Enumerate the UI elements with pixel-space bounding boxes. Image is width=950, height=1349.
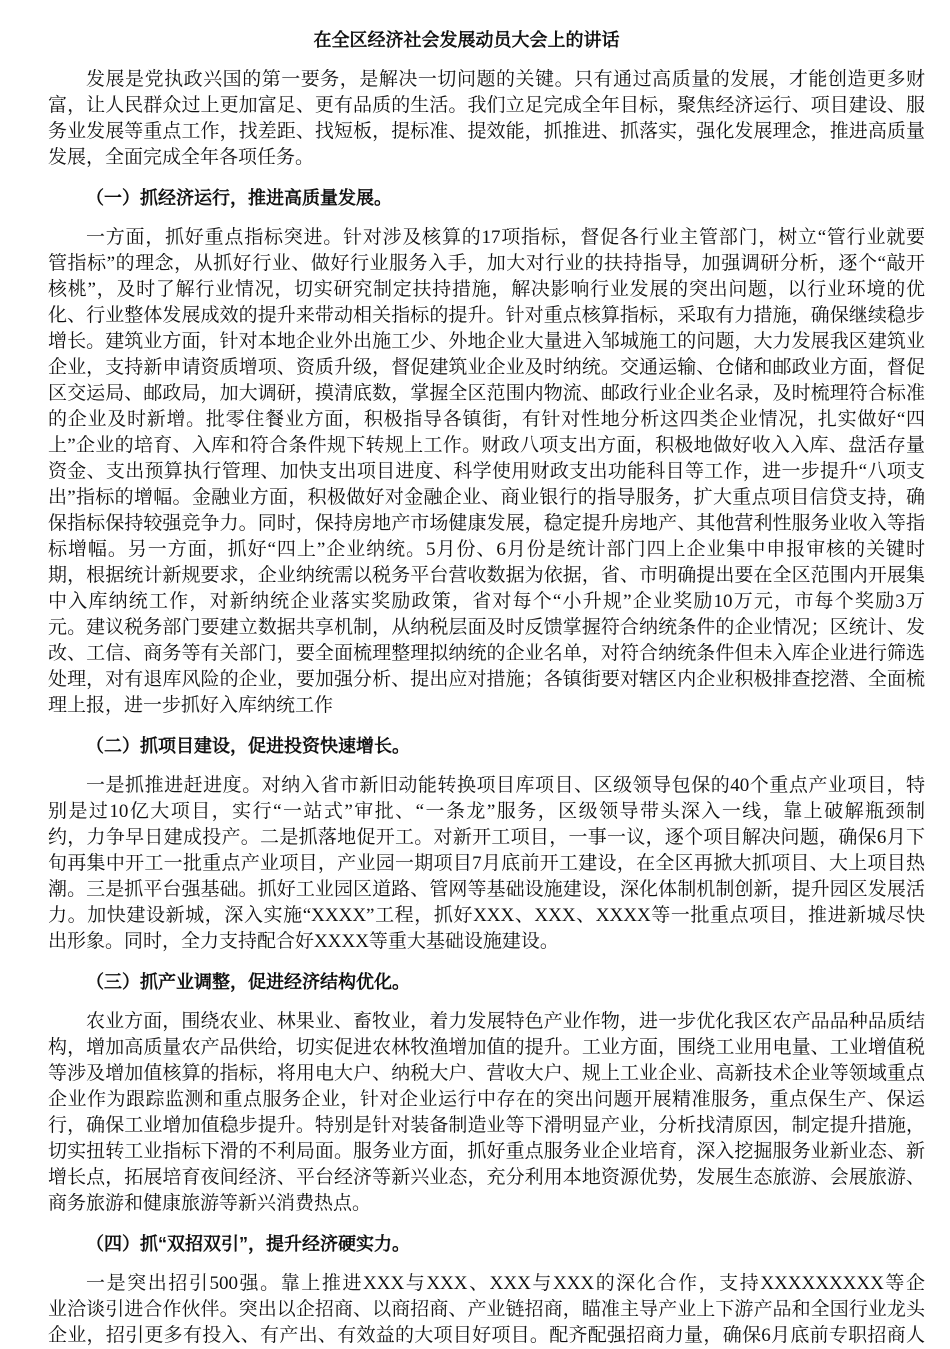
paragraph-line: 务业发展等重点工作，找差距、找短板，提标准、提效能，抓推进、抓落实，强化发展理念，推进高质量 bbox=[48, 121, 925, 142]
paragraph-line: 资金、支出预算执行管理、加快支出项目进度、科学使用财政支出功能科目等工作，进一步提升“八项支 bbox=[48, 461, 925, 482]
paragraph-line: 行，确保工业增加值稳步提升。特别是针对装备制造业等下滑明显产业，分析找清原因，制定提升措施， bbox=[48, 1115, 925, 1136]
paragraph-line: 等涉及增加值核算的指标，将用电大户、纳税大户、营收大户、规上工业企业、高新技术企业等领域重点 bbox=[48, 1063, 925, 1084]
section-heading: （二）抓项目建设，促进投资快速增长。 bbox=[86, 736, 410, 756]
paragraph-line: 理上报，进一步抓好入库纳统工作 bbox=[48, 695, 334, 716]
paragraph-line: 区交运局、邮政局，加大调研，摸清底数，掌握全区范围内物流、邮政行业企业名录，及时梳理符合标准 bbox=[48, 383, 925, 404]
paragraph-line: 标增幅。另一方面，抓好“四上”企业纳统。5月份、6月份是统计部门四上企业集中申报审核的关键时 bbox=[48, 539, 925, 560]
section-heading: （四）抓“双招双引”，提升经济硬实力。 bbox=[86, 1234, 410, 1254]
paragraph-line: 化、行业整体发展成效的提升来带动相关指标的提升。针对重点核算指标，采取有力措施，确保继续稳步 bbox=[48, 305, 925, 326]
paragraph-line: 企业作为跟踪监测和重点服务企业，针对企业运行中存在的突出问题开展精准服务，重点保生产、保运 bbox=[48, 1089, 925, 1110]
paragraph-line: 切实扭转工业指标下滑的不利局面。服务业方面，抓好重点服务业企业培育，深入挖掘服务业新业态、新 bbox=[48, 1141, 925, 1162]
paragraph-line: 出”指标的增幅。金融业方面，积极做好对金融企业、商业银行的指导服务，扩大重点项目信贷支持，确 bbox=[48, 487, 925, 508]
paragraph-line: 发展是党执政兴国的第一要务，是解决一切问题的关键。只有通过高质量的发展，才能创造更多财 bbox=[86, 69, 925, 90]
paragraph bbox=[48, 1009, 925, 1217]
paragraph-line: 一方面，抓好重点指标突进。针对涉及核算的17项指标，督促各行业主管部门，树立“管行业就要 bbox=[86, 227, 925, 248]
document-title: 在全区经济社会发展动员大会上的讲话 bbox=[313, 30, 620, 50]
paragraph-line: 构，增加高质量农产品供给，切实促进农林牧渔增加值的提升。工业方面，围绕工业用电量、工业增值税 bbox=[48, 1037, 925, 1058]
paragraph bbox=[48, 773, 925, 955]
paragraph-line: 增长。建筑业方面，针对本地企业外出施工少、外地企业大量进入邹城施工的问题，大力发展我区建筑业 bbox=[48, 331, 925, 352]
paragraph-line: 商务旅游和健康旅游等新兴消费热点。 bbox=[48, 1193, 372, 1214]
paragraph-line: 增长点，拓展培育夜间经济、平台经济等新兴业态，充分利用本地资源优势，发展生态旅游、会展旅游、 bbox=[48, 1167, 925, 1188]
paragraph-line: 一是抓推进赶进度。对纳入省市新旧动能转换项目库项目、区级领导包保的40个重点产业项目，特 bbox=[86, 775, 925, 796]
paragraph-line: 农业方面，围绕农业、林果业、畜牧业，着力发展特色产业作物，进一步优化我区农产品品种品质结 bbox=[86, 1011, 925, 1032]
paragraph-line: 发展，全面完成全年各项任务。 bbox=[48, 147, 315, 168]
section-heading: （三）抓产业调整，促进经济结构优化。 bbox=[86, 972, 410, 992]
paragraph-line: 企业，支持新申请资质增项、资质升级，督促建筑业企业及时纳统。交通运输、仓储和邮政业方面，督促 bbox=[48, 357, 925, 378]
paragraph-line: 中入库纳统工作，对新纳统企业落实奖励政策，省对每个“小升规”企业奖励10万元，市每个奖励3万 bbox=[48, 591, 925, 612]
paragraph bbox=[48, 67, 925, 171]
paragraph-line: 上”企业的培育、入库和符合条件规下转规上工作。财政八项支出方面，积极地做好收入入库、盘活存量 bbox=[48, 435, 925, 456]
paragraph-line: 力。加快建设新城，深入实施“XXXX”工程，抓好XXX、XXX、XXXX等一批重点项目，推进新城尽快 bbox=[48, 905, 925, 926]
section-heading: （一）抓经济运行，推进高质量发展。 bbox=[86, 188, 392, 208]
paragraph-line: 出形象。同时，全力支持配合好XXXX等重大基础设施建设。 bbox=[48, 931, 559, 952]
paragraph-line: 期，根据统计新规要求，企业纳统需以税务平台营收数据为依据，省、市明确提出要在全区范围内开展集 bbox=[48, 565, 925, 586]
paragraph-line: 改、工信、商务等有关部门，要全面梳理整理拟纳统的企业名单，对符合纳统条件但未入库企业进行筛选 bbox=[48, 643, 925, 664]
paragraph bbox=[48, 1271, 925, 1349]
paragraph-line: 保指标保持较强竞争力。同时，保持房地产市场健康发展，稳定提升房地产、其他营利性服务业收入等指 bbox=[48, 513, 925, 534]
paragraph-line: 处理，对有退库风险的企业，要加强分析、提出应对措施；各镇街要对辖区内企业积极排查挖潜、全面梳 bbox=[48, 669, 925, 690]
paragraph-line: 别是过10亿大项目，实行“一站式”审批、“一条龙”服务，区级领导带头深入一线，靠上破解瓶颈制 bbox=[48, 801, 925, 822]
paragraph-line: 约，力争早日建成投产。二是抓落地促开工。对新开工项目，一事一议，逐个项目解决问题，确保6月下 bbox=[48, 827, 925, 848]
paragraph-line: 管指标”的理念，从抓好行业、做好行业服务入手，加大对行业的扶持指导，加强调研分析，逐个“敲开 bbox=[48, 253, 925, 274]
paragraph bbox=[48, 225, 925, 719]
paragraph-line: 富，让人民群众过上更加富足、更有品质的生活。我们立足完成全年目标，聚焦经济运行、项目建设、服 bbox=[48, 95, 925, 116]
document-body bbox=[48, 67, 925, 1349]
paragraph-line: 一是突出招引500强。靠上推进XXX与XXX、XXX与XXX的深化合作，支持XXXXXXXXX等企 bbox=[86, 1273, 925, 1294]
paragraph-line: 核桃”，及时了解行业情况，切实研究制定扶持措施，解决影响行业发展的突出问题，以行业环境的优 bbox=[48, 279, 925, 300]
paragraph-line: 潮。三是抓平台强基础。抓好工业园区道路、管网等基础设施建设，深化体制机制创新，提升园区发展活 bbox=[48, 879, 925, 900]
paragraph-line: 企业，招引更多有投入、有产出、有效益的大项目好项目。配齐配强招商力量，确保6月底前专职招商人 bbox=[48, 1325, 925, 1346]
paragraph-line: 的企业及时新增。批零住餐业方面，积极指导各镇街，有针对性地分析这四类企业情况，扎实做好“四 bbox=[48, 409, 925, 430]
paragraph-line: 元。建议税务部门要建立数据共享机制，从纳税层面及时反馈掌握符合纳统条件的企业情况；区统计、发 bbox=[48, 617, 925, 638]
paragraph-line: 旬再集中开工一批重点产业项目，产业园一期项目7月底前开工建设，在全区再掀大抓项目、大上项目热 bbox=[48, 853, 925, 874]
paragraph-line: 业洽谈引进合作伙伴。突出以企招商、以商招商、产业链招商，瞄准主导产业上下游产品和全国行业龙头 bbox=[48, 1299, 925, 1320]
